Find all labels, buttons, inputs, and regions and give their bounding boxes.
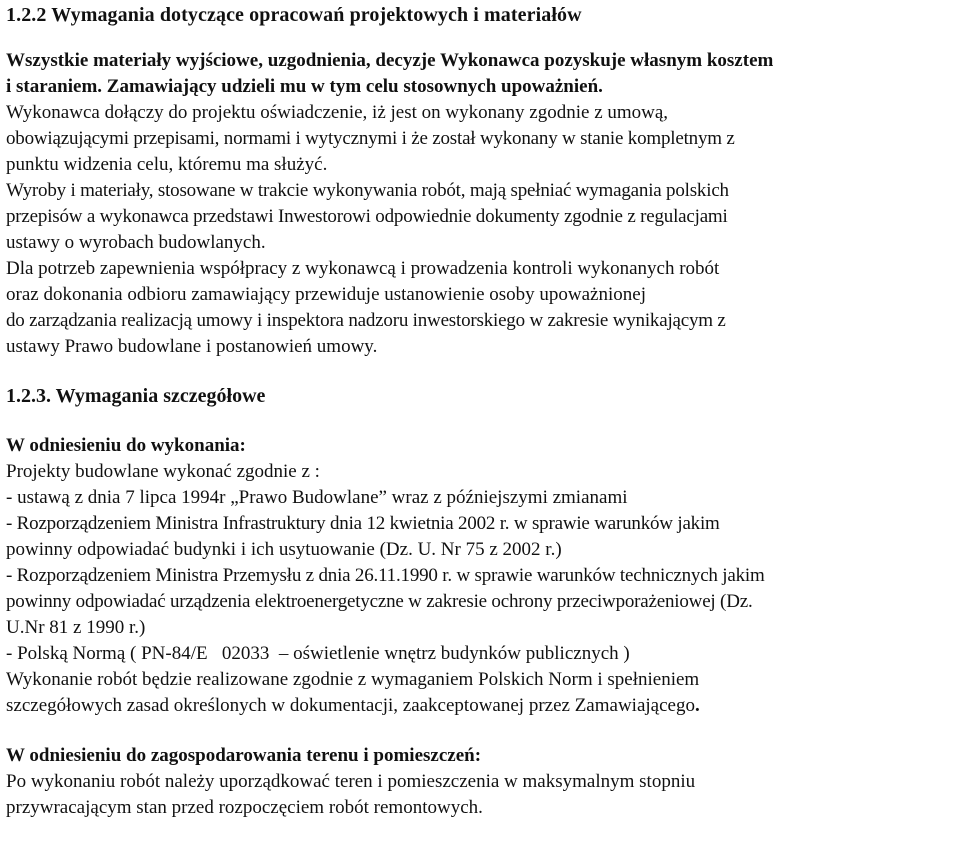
standards-line-2 [6,693,958,719]
declaration-line-3: punktu widzenia celu, któremu ma służyć. [6,154,328,175]
intro-bold-line-1: Wszystkie materiały wyjściowe, uzgodnienia, decyzje Wykonawca pozyskuje własnym kosztem [6,50,774,71]
execution-item-1: - ustawą z dnia 7 lipca 1994r „Prawo Budowlane” wraz z późniejszymi zmianami [6,487,628,508]
site-paragraph [6,769,958,821]
execution-intro: Projekty budowlane wykonać zgodnie z : [6,461,320,482]
site-line-2: przywracającym stan przed rozpoczęciem robót remontowych. [6,797,483,818]
products-paragraph [6,178,958,256]
site-line-1: Po wykonaniu robót należy uporządkować teren i pomieszczenia w maksymalnym stopniu [6,771,696,792]
declaration-line-1: Wykonawca dołączy do projektu oświadczenie, iż jest on wykonany zgodnie z umową, [6,102,669,123]
declaration-paragraph [6,100,958,178]
standards-line-2-text: szczegółowych zasad określonych w dokumentacji, zaakceptowanej przez Zamawiającego [6,695,695,716]
cooperation-line-4: ustawy Prawo budowlane i postanowień umowy. [6,336,378,357]
document-page [6,0,958,821]
section-heading-1-2-2: 1.2.2 Wymagania dotyczące opracowań projektowych i materiałów [6,4,582,26]
execution-item-4: - Polską Normą ( PN-84/E 02033 – oświetlenie wnętrz budynków publicznych ) [6,643,630,664]
execution-item-2-line-1: - Rozporządzeniem Ministra Infrastruktury dnia 12 kwietnia 2002 r. w sprawie warunków jakim [6,513,720,534]
subheading-execution: W odniesieniu do wykonania: [6,435,246,456]
cooperation-line-1: Dla potrzeb zapewnienia współpracy z wykonawcą i prowadzenia kontroli wykonanych robót [6,258,720,279]
cooperation-paragraph [6,256,958,360]
cooperation-line-2: oraz dokonania odbioru zamawiający przewiduje ustanowienie osoby upoważnionej [6,284,646,305]
execution-item-3-line-2: powinny odpowiadać urządzenia elektroenergetyczne w zakresie ochrony przeciwporażeniowej (Dz. [6,591,753,612]
subheading-site: W odniesieniu do zagospodarowania terenu i pomieszczeń: [6,745,482,766]
execution-item-3-line-3: U.Nr 81 z 1990 r.) [6,617,146,638]
standards-period: . [694,695,700,716]
execution-block [6,459,958,719]
products-line-3: ustawy o wyrobach budowlanych. [6,232,266,253]
section-number: 1.2.3. [6,385,51,407]
execution-item-3-line-1: - Rozporządzeniem Ministra Przemysłu z dnia 26.11.1990 r. w sprawie warunków technicznych jakim [6,565,765,586]
intro-bold-paragraph [6,48,958,100]
products-line-2: przepisów a wykonawca przedstawi Inwestorowi odpowiednie dokumenty zgodnie z regulacjami [6,206,728,227]
cooperation-line-3: do zarządzania realizacją umowy i inspektora nadzoru inwestorskiego w zakresie wynikającym z [6,310,726,331]
products-line-1: Wyroby i materiały, stosowane w trakcie wykonywania robót, mają spełniać wymagania polskich [6,180,729,201]
standards-line-1: Wykonanie robót będzie realizowane zgodnie z wymaganiem Polskich Norm i spełnieniem [6,669,700,690]
intro-bold-line-2: i staraniem. Zamawiający udzieli mu w tym celu stosownych upoważnień. [6,76,603,97]
declaration-line-2: obowiązującymi przepisami, normami i wytycznymi i że został wykonany w stanie kompletnym z [6,128,735,149]
section-heading-1-2-3 [6,383,958,409]
section-title: Wymagania szczegółowe [55,385,266,407]
execution-item-2-line-2: powinny odpowiadać budynki i ich usytuowanie (Dz. U. Nr 75 z 2002 r.) [6,539,562,560]
